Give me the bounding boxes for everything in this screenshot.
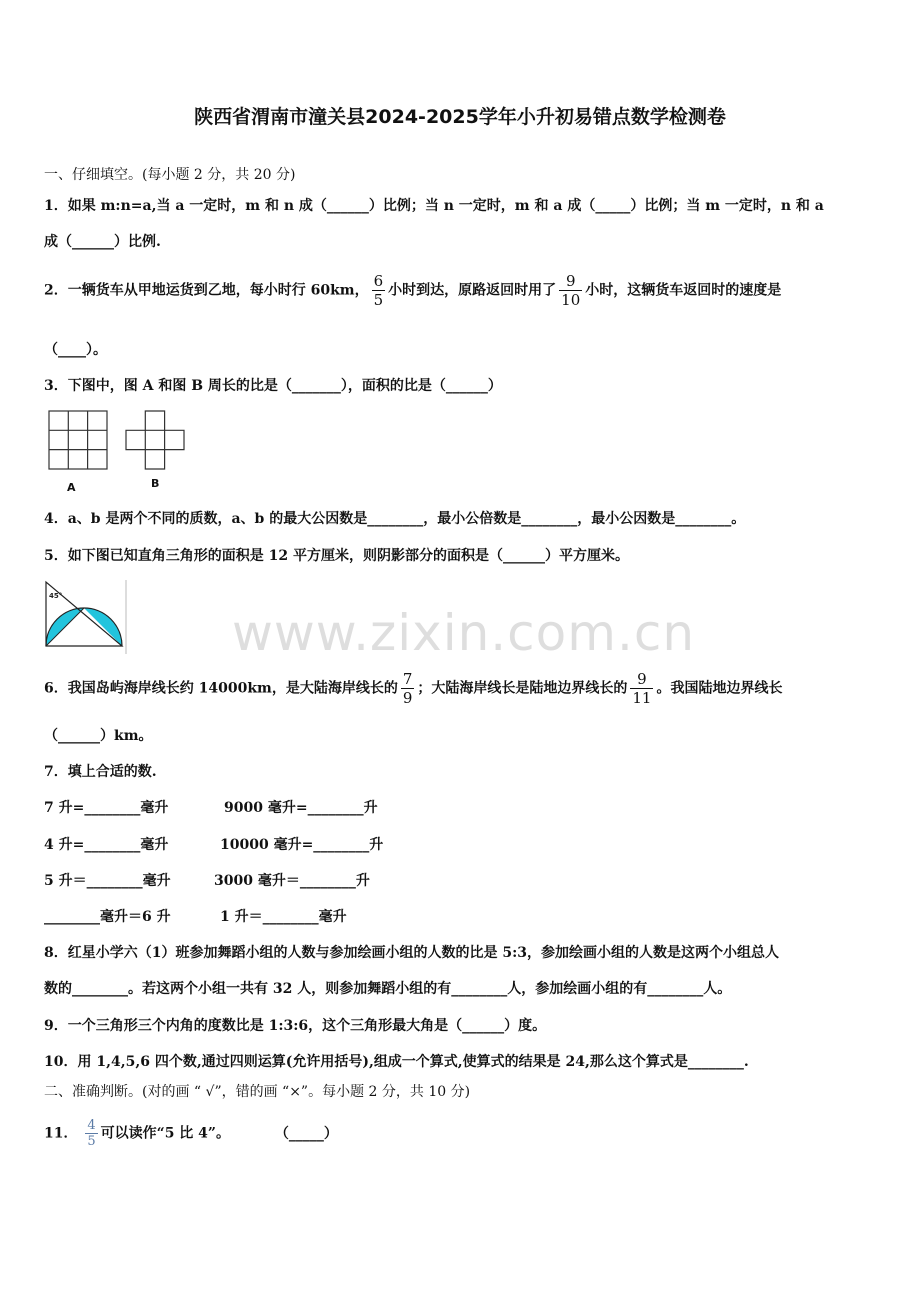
fraction-9-10: $\frac{9}{10}$ [561,272,581,309]
question-6-text-c: 。我国陆地边界线长 [656,680,783,697]
question-6-text-b: ；大陆海岸线长是陆地边界线长的 [417,680,628,697]
figure-a-label: A [67,481,76,494]
figure-a-grid [48,410,110,472]
question-6-line-2: （______）km。 [44,728,153,744]
question-7-row-2-a: 4 升=________毫升 [44,837,169,853]
question-5-text: 5．如下图已知直角三角形的面积是 12 平方厘米，则阴影部分的面积是（______）平方厘米。 [44,548,629,564]
triangle-semicircle-figure [42,578,130,656]
figure-b-cross [125,410,187,472]
question-1-line-1: 1．如果 m:n=a,当 a 一定时，m 和 n 成（______）比例；当 n 一定时，m 和 a 成（_____）比例；当 m 一定时，n 和 a [44,198,824,214]
question-7-row-3-a: 5 升＝________毫升 [44,873,171,889]
fraction-9-11: $\frac{9}{11}$ [632,670,652,707]
question-1-line-2: 成（______）比例. [44,234,161,250]
fraction-7-9: $\frac{7}{9}$ [402,670,413,707]
question-9-text: 9．一个三角形三个内角的度数比是 1:3:6，这个三角形最大角是（______）度。 [44,1018,547,1034]
question-3-text: 3．下图中，图 A 和图 B 周长的比是（_______），面积的比是（______） [44,378,502,394]
question-11-number: 11． [44,1125,78,1142]
question-2-line-2: （____）。 [44,342,107,358]
section-2-heading: 二、准确判断。(对的画 “ √”，错的画 “×”。每小题 2 分，共 10 分) [44,1084,471,1100]
fraction-4-5: $\frac{4}{5}$ [87,1118,96,1149]
page-title: 陕西省渭南市潼关县2024-2025学年小升初易错点数学检测卷 [194,106,726,128]
question-7-row-4-b: 1 升＝________毫升 [220,909,347,925]
question-2-text-a: 2．一辆货车从甲地运货到乙地，每小时行 60km， [44,282,369,299]
question-10-text: 10．用 1,4,5,6 四个数,通过四则运算(允许用括号),组成一个算式,使算式的结果是 24,那么这个算式是________. [44,1054,749,1070]
fraction-6-5: $\frac{6}{5}$ [373,272,384,309]
question-11 [44,1118,338,1149]
question-6-text-a: 6．我国岛屿海岸线长约 14000km，是大陆海岸线长的 [44,680,398,697]
question-7-row-2-b: 10000 毫升=________升 [220,837,384,853]
question-7-text: 7．填上合适的数. [44,764,157,780]
question-7-row-4-a: ________毫升＝6 升 [44,909,171,925]
angle-label: 45° [49,592,63,600]
question-7-row-1-a: 7 升=________毫升 [44,800,169,816]
question-7-row-1-b: 9000 毫升=________升 [224,800,378,816]
question-4-text: 4．a、b 是两个不同的质数，a、b 的最大公因数是________，最小公倍数是________，最小公因数是________。 [44,511,746,527]
question-2-line-1 [44,272,781,309]
question-11-text: 可以读作“5 比 4”。 [100,1125,230,1142]
question-2-text-c: 小时，这辆货车返回时的速度是 [585,282,782,299]
question-2-text-b: 小时到达，原路返回时用了 [388,282,557,299]
question-11-blank: （_____） [274,1125,338,1142]
question-6-line-1 [44,670,782,707]
section-1-heading: 一、仔细填空。(每小题 2 分，共 20 分) [44,167,296,183]
question-7-row-3-b: 3000 毫升＝________升 [214,873,370,889]
question-8-line-2: 数的________。若这两个小组一共有 32 人，则参加舞蹈小组的有________人，参加绘画小组的有________人。 [44,981,732,997]
figure-b-label: B [151,477,160,490]
watermark: www.zixin.com.cn [232,604,696,662]
question-8-line-1: 8．红星小学六（1）班参加舞蹈小组的人数与参加绘画小组的人数的比是 5:3，参加绘画小组的人数是这两个小组总人 [44,945,780,961]
